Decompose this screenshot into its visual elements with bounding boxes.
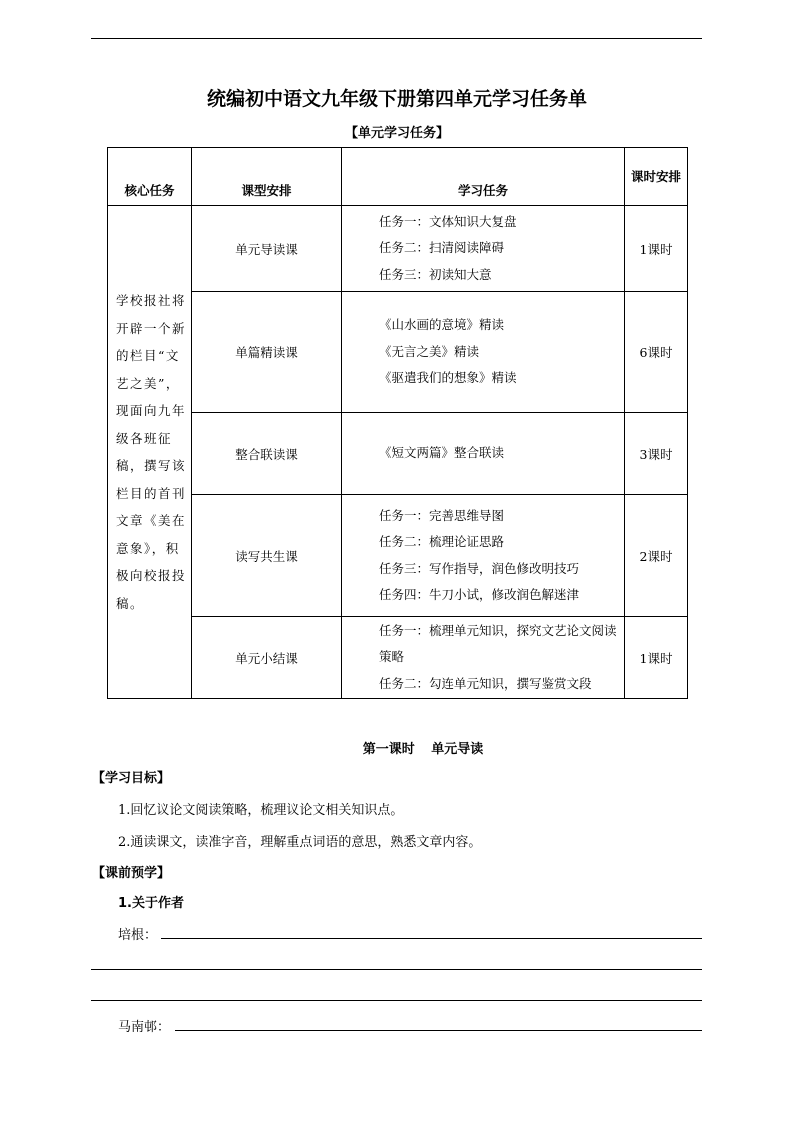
task-item: 任务三：初读知大意	[379, 266, 492, 282]
table-row	[108, 292, 688, 413]
header-learning-tasks: 学习任务	[342, 148, 625, 206]
task-item: 任务四：牛刀小试，修改润色解迷津	[379, 587, 580, 602]
answer-line[interactable]	[91, 1000, 702, 1001]
lesson-type-cell: 读写共生课	[192, 495, 342, 617]
task-item: 任务二：扫清阅读障碍	[379, 240, 505, 256]
learning-tasks-cell	[342, 495, 625, 617]
unit-tasks-heading: 【单元学习任务】	[344, 126, 449, 141]
learning-tasks-cell	[342, 292, 625, 413]
lesson-type-cell: 单元导读课	[192, 206, 342, 292]
header-lesson-type: 课型安排	[192, 148, 342, 206]
bacon-answer-line[interactable]	[161, 938, 702, 939]
task-item: 任务二：勾连单元知识，撰写鉴赏文段	[379, 675, 592, 691]
hours-cell: 1课时	[625, 617, 688, 699]
learning-tasks-cell	[342, 413, 625, 495]
ma-nancun-answer-line[interactable]	[175, 1030, 702, 1031]
document-title: 统编初中语文九年级下册第四单元学习任务单	[206, 88, 587, 110]
header-rule	[91, 38, 702, 39]
lesson-type-cell: 整合联读课	[192, 413, 342, 495]
hours-cell: 2课时	[625, 495, 688, 617]
lesson-type-cell: 单元小结课	[192, 617, 342, 699]
table-row	[108, 206, 688, 292]
task-item: 《山水画的意境》精读	[379, 317, 505, 333]
task-item: 任务三：写作指导，润色修改明技巧	[379, 560, 580, 576]
learning-tasks-cell	[342, 617, 625, 699]
task-item: 《短文两篇》整合联读	[379, 445, 505, 461]
task-item: 《驱遣我们的想象》精读	[379, 370, 517, 386]
preview-heading: 【课前预学】	[92, 866, 171, 881]
table-row	[108, 495, 688, 617]
table-header-row	[108, 148, 688, 206]
task-item: 《无言之美》精读	[379, 343, 480, 359]
hours-cell: 3课时	[625, 413, 688, 495]
bacon-field-label: 培根：	[118, 928, 158, 943]
header-core-task: 核心任务	[108, 148, 192, 206]
task-item: 任务一：梳理单元知识，探究文艺论文阅读策略	[379, 622, 617, 665]
task-item: 任务一：文体知识大复盘	[379, 213, 517, 229]
table-row	[108, 617, 688, 699]
hours-cell: 6课时	[625, 292, 688, 413]
core-task-cell: 学校报社将开辟一个新的栏目“文艺之美”，现面向九年级各班征稿，撰写该栏目的首刊文章《美在意象》，积极向校报投稿。	[108, 206, 192, 699]
lesson-heading: 第一课时 单元导读	[362, 742, 484, 757]
ma-nancun-field-label: 马南邨：	[118, 1020, 171, 1035]
task-item: 任务二：梳理论证思路	[379, 534, 505, 549]
unit-task-table	[107, 147, 688, 699]
objective-item: 1.回忆议论文阅读策略，梳理议论文相关知识点。	[118, 803, 404, 818]
lesson-type-cell: 单篇精读课	[192, 292, 342, 413]
author-subheading: 1.关于作者	[118, 896, 184, 911]
hours-cell: 1课时	[625, 206, 688, 292]
objective-item: 2.通读课文，读准字音，理解重点词语的意思，熟悉文章内容。	[118, 835, 482, 850]
objectives-heading: 【学习目标】	[92, 771, 171, 786]
table-row	[108, 413, 688, 495]
answer-line[interactable]	[91, 969, 702, 970]
task-item: 任务一：完善思维导图	[379, 507, 505, 523]
header-hours: 课时安排	[625, 148, 688, 206]
learning-tasks-cell	[342, 206, 625, 292]
